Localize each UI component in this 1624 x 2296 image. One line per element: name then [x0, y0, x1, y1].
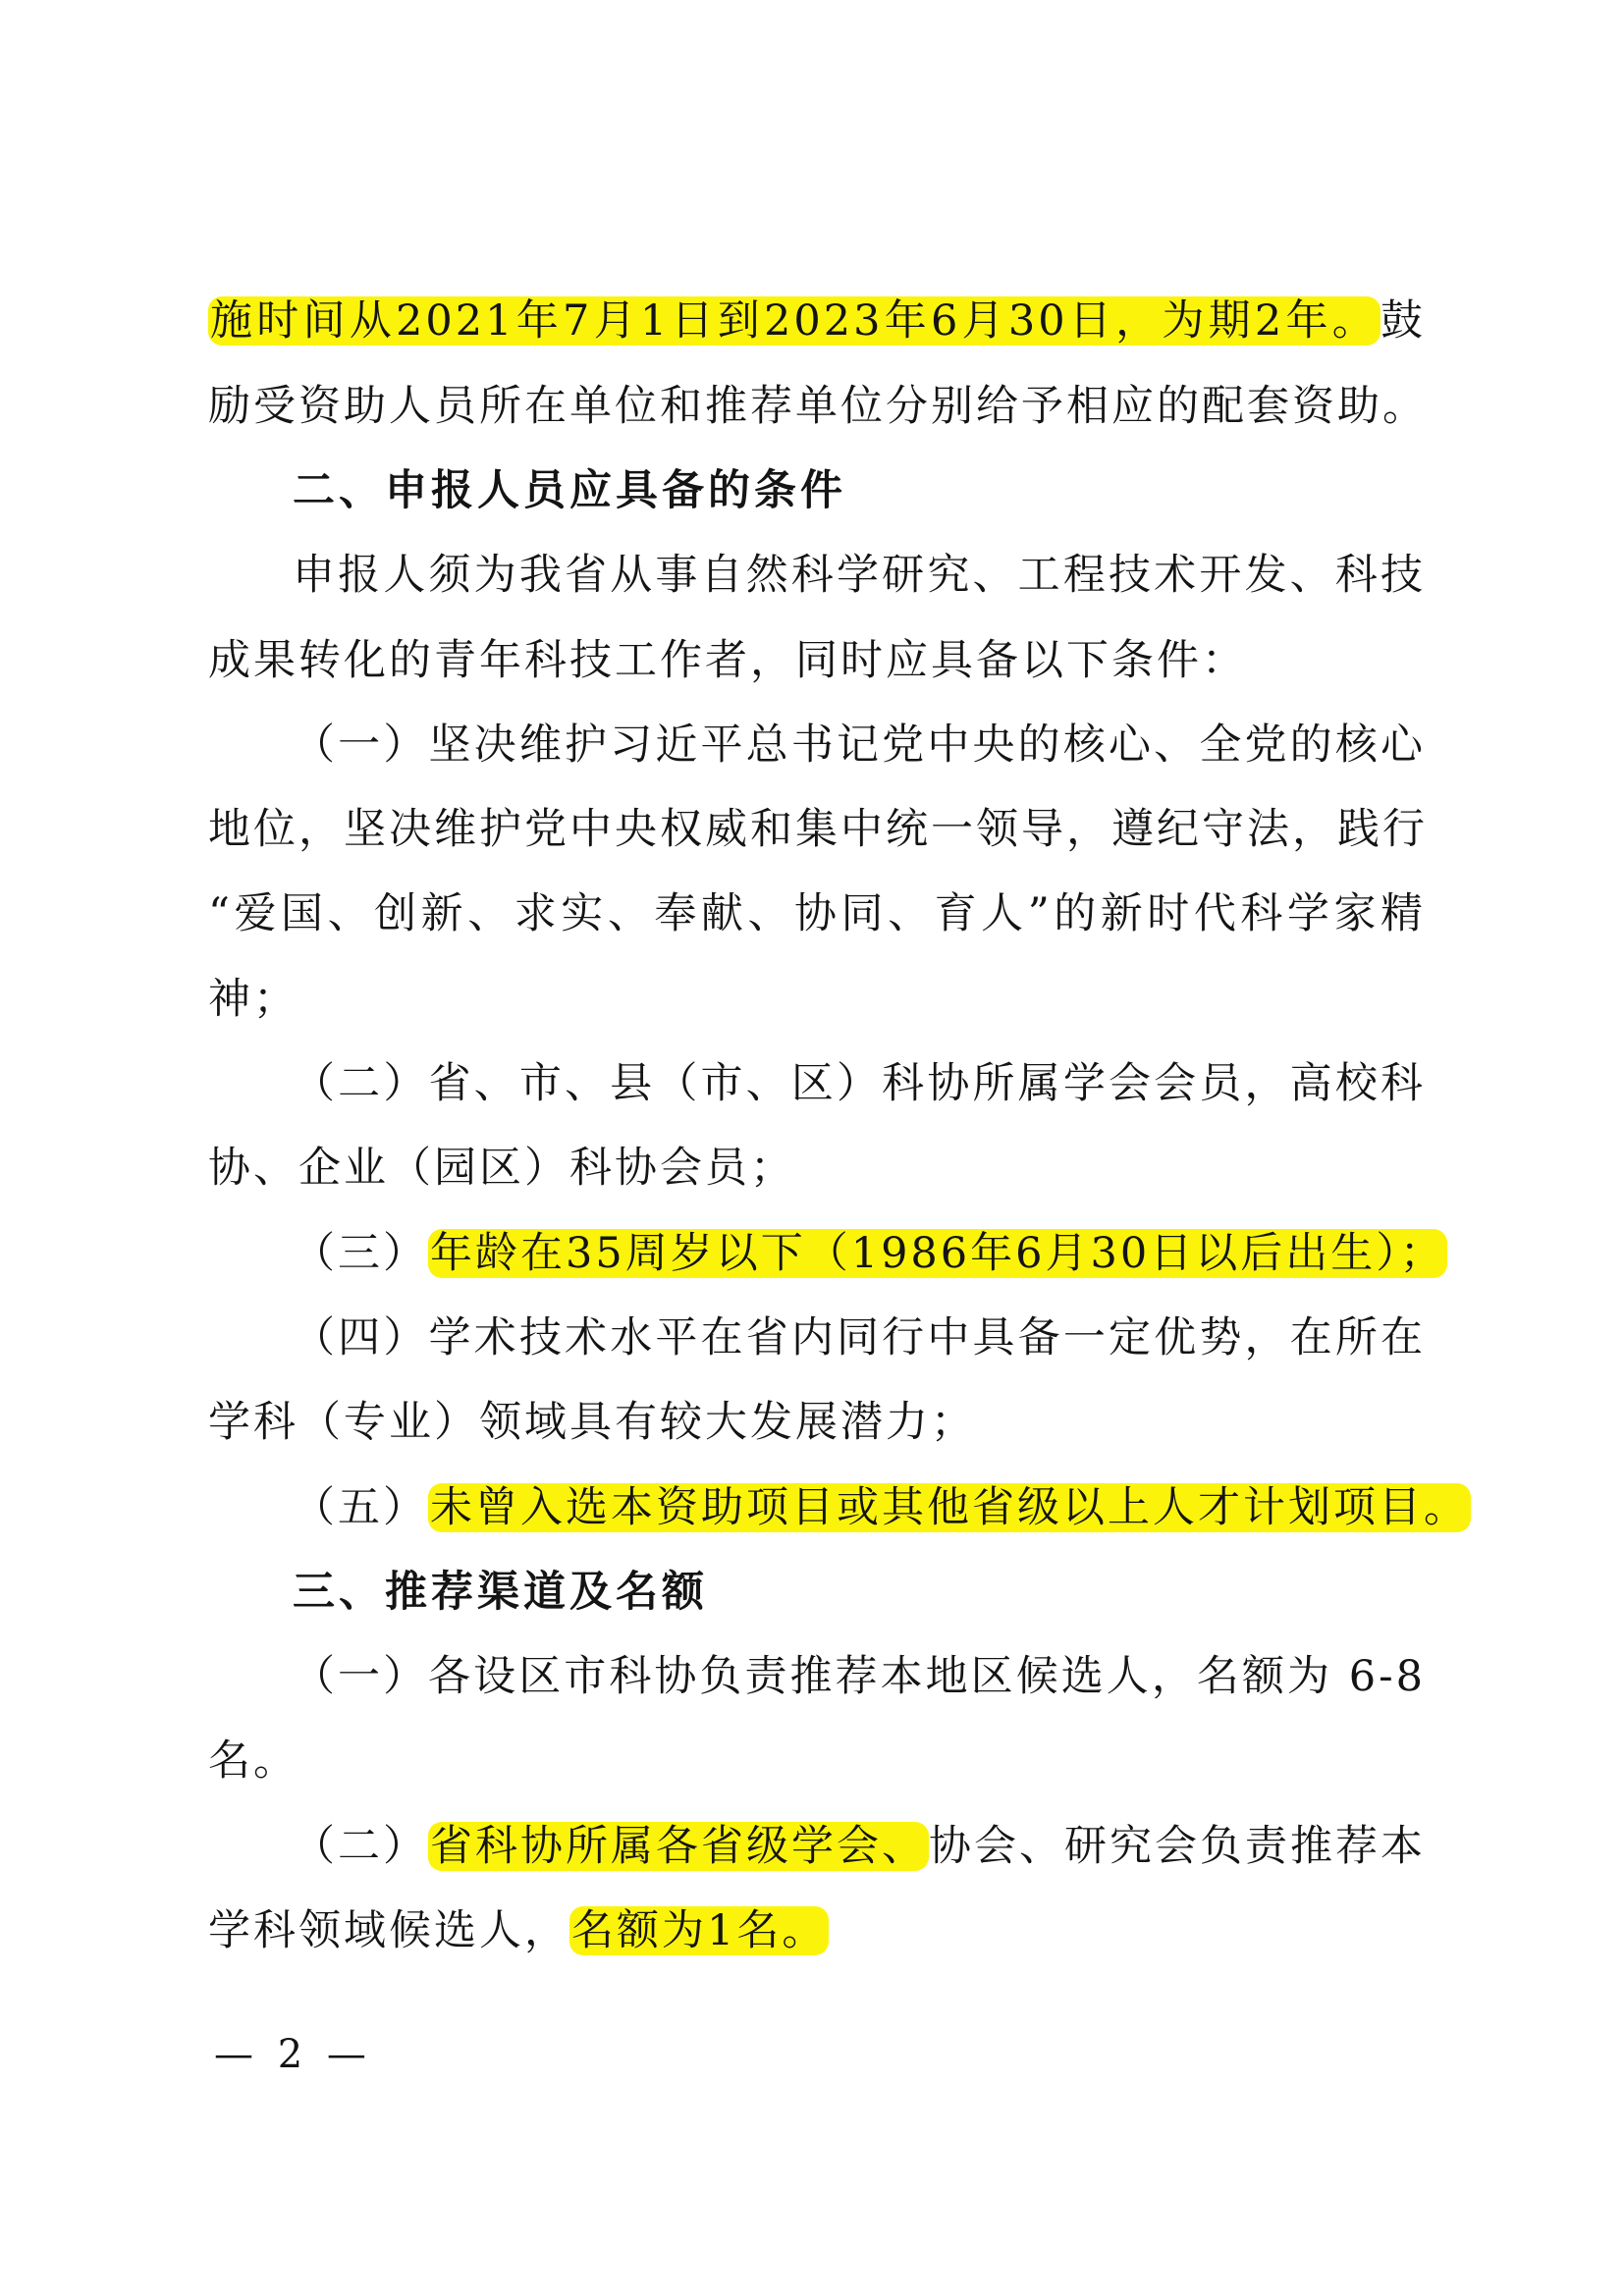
line-text: （二）省、市、县（市、区）科协所属学会会员，高校科	[293, 1059, 1426, 1108]
line-text: 名。	[208, 1736, 298, 1786]
paragraph-line	[208, 1901, 1426, 1960]
line-text: （二）	[293, 1822, 428, 1871]
paragraph-line	[208, 1393, 1426, 1452]
line-text: 申报人须为我省从事自然科学研究、工程技术开发、科技	[293, 551, 1426, 600]
page-number: — 2 —	[214, 2032, 372, 2077]
paragraph-line	[293, 1308, 1426, 1367]
paragraph-line	[293, 1224, 1445, 1283]
line-text: “爱国、创新、求实、奉献、协同、育人”的新时代科学家精	[208, 889, 1426, 938]
paragraph-line	[208, 970, 1426, 1029]
paragraph-line	[208, 377, 1426, 436]
paragraph-line	[208, 884, 1426, 943]
line-text: 地位，坚决维护党中央权威和集中统一领导，遵纪守法，践行	[208, 805, 1428, 854]
line-text: 学科领域候选人，	[208, 1906, 569, 1955]
paragraph-line	[208, 292, 1426, 350]
line-text: 神；	[208, 975, 298, 1024]
highlighted-text: 未曾入选本资助项目或其他省级以上人才计划项目。	[430, 1483, 1469, 1532]
paragraph-line	[293, 1647, 1426, 1706]
line-text: 学科（专业）领域具有较大发展潜力；	[208, 1398, 976, 1447]
line-text: 励受资助人员所在单位和推荐单位分别给予相应的配套资助。	[208, 382, 1428, 431]
section-heading	[293, 461, 1426, 520]
line-text: 协、企业（园区）科协会员；	[208, 1144, 795, 1193]
heading-text: 三、推荐渠道及名额	[293, 1568, 708, 1617]
paragraph-line	[208, 800, 1426, 859]
paragraph-line	[293, 716, 1426, 774]
paragraph-line	[208, 1732, 1426, 1790]
line-text: （三）	[293, 1229, 428, 1278]
paragraph-line	[293, 1817, 1426, 1876]
heading-text: 二、申报人员应具备的条件	[293, 466, 846, 515]
section-heading	[293, 1563, 1426, 1622]
paragraph-line	[293, 1478, 1469, 1537]
line-text: （一）各设区市科协负责推荐本地区候选人，名额为 6-8	[293, 1652, 1426, 1701]
line-text: 成果转化的青年科技工作者，同时应具备以下条件：	[208, 636, 1247, 685]
highlighted-text: 省科协所属各省级学会、	[430, 1822, 927, 1871]
paragraph-line	[293, 546, 1426, 605]
paragraph-line	[208, 1139, 1426, 1198]
line-text: 鼓	[1380, 296, 1426, 346]
paragraph-line	[293, 1054, 1426, 1113]
highlighted-text: 名额为1名。	[571, 1906, 828, 1955]
line-text: （四）学术技术水平在省内同行中具备一定优势，在所在	[293, 1313, 1426, 1362]
highlighted-text: 施时间从2021年7月1日到2023年6月30日，为期2年。	[210, 296, 1379, 346]
highlighted-text: 年龄在35周岁以下（1986年6月30日以后出生）；	[430, 1229, 1445, 1278]
line-text: 协会、研究会负责推荐本	[929, 1822, 1426, 1871]
paragraph-line	[208, 631, 1426, 690]
line-text: （五）	[293, 1483, 428, 1532]
line-text: （一）坚决维护习近平总书记党中央的核心、全党的核心	[293, 721, 1426, 770]
